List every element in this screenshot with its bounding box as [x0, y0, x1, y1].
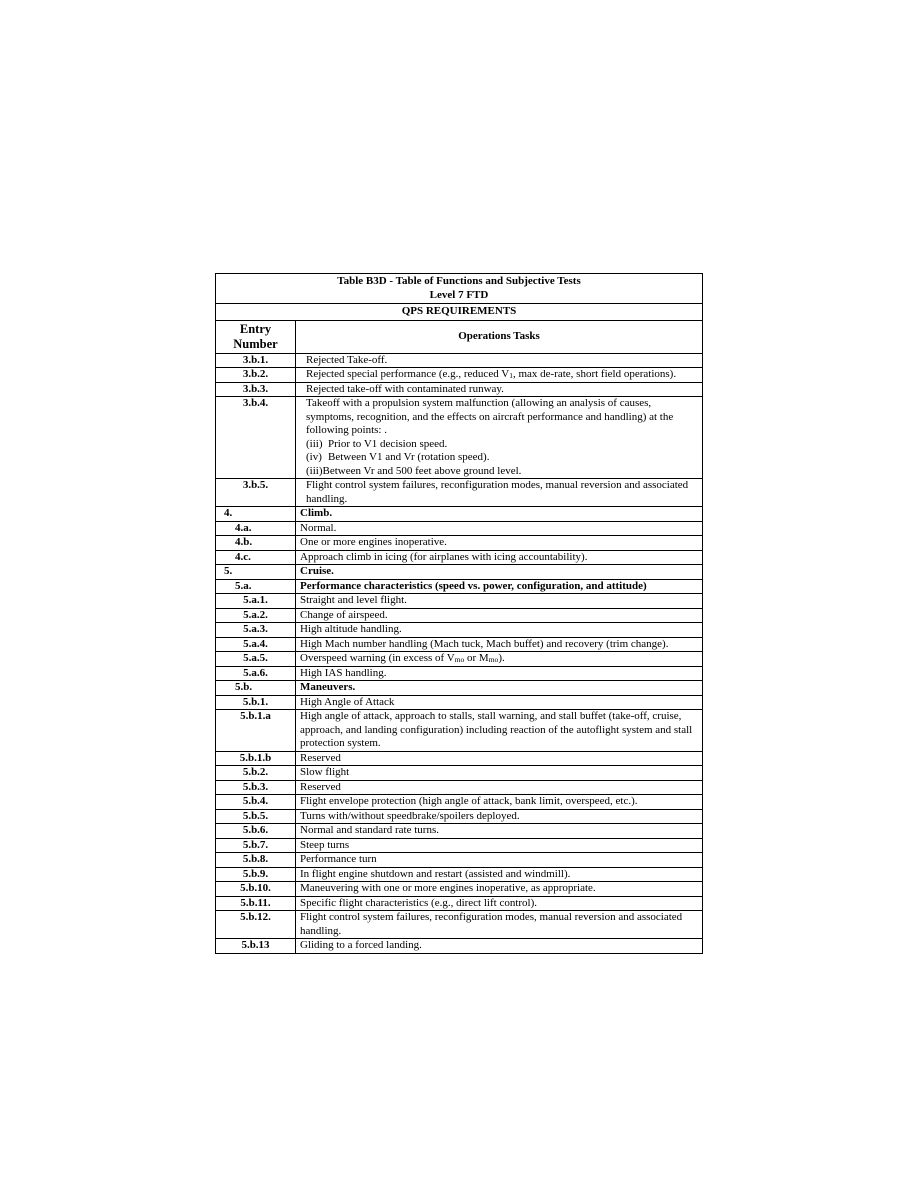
table-row: [216, 353, 703, 368]
task-text: Approach climb in icing (for airplanes with icing accountability).: [296, 550, 703, 565]
column-header-entry-line2: Number: [233, 336, 278, 351]
entry-number: 5.: [216, 565, 296, 580]
entry-number: 5.b.9.: [216, 867, 296, 882]
entry-number: 5.b.5.: [216, 809, 296, 824]
list-item-text: Prior to V1 decision speed.: [328, 437, 448, 450]
table-row: [216, 382, 703, 397]
entry-number: 3.b.2.: [216, 368, 296, 383]
entry-number: 5.b.11.: [216, 896, 296, 911]
table-row: [216, 579, 703, 594]
entry-number: 5.b.10.: [216, 882, 296, 897]
section-header-row: [216, 304, 703, 321]
table-row: [216, 896, 703, 911]
table-row: [216, 766, 703, 781]
table-row: [216, 710, 703, 752]
entry-number: 4.c.: [216, 550, 296, 565]
list-marker: (iv): [306, 451, 322, 463]
column-header-entry-number: [216, 320, 296, 353]
task-text: High Angle of Attack: [296, 695, 703, 710]
entry-number: 5.b.4.: [216, 795, 296, 810]
entry-number: 5.a.: [216, 579, 296, 594]
task-text: High angle of attack, approach to stalls, stall warning, and stall buffet (take-off, cruise, approach, and landing configuration) including reaction of the autoflight system and stall protection system.: [296, 710, 703, 752]
table-row: [216, 507, 703, 522]
task-text: Gliding to a forced landing.: [296, 939, 703, 954]
column-header-row: [216, 320, 703, 353]
table-row: [216, 681, 703, 696]
entry-number: 5.a.5.: [216, 652, 296, 667]
table-row: [216, 882, 703, 897]
task-text: In flight engine shutdown and restart (assisted and windmill).: [296, 867, 703, 882]
list-item: [306, 465, 698, 479]
entry-number: 5.a.3.: [216, 623, 296, 638]
table-title-line1: Table B3D - Table of Functions and Subjective Tests: [337, 275, 581, 287]
list-item: [306, 438, 698, 452]
table-row: [216, 565, 703, 580]
table-row: [216, 666, 703, 681]
task-text: Performance turn: [296, 853, 703, 868]
task-text: Performance characteristics (speed vs. power, configuration, and attitude): [296, 579, 703, 594]
subscript: mo: [454, 655, 465, 664]
table-row: [216, 368, 703, 383]
subscript: 1: [509, 371, 513, 380]
table-row: [216, 939, 703, 954]
entry-number: 5.b.12.: [216, 911, 296, 939]
table-row: [216, 795, 703, 810]
table-row: [216, 608, 703, 623]
functions-subjective-tests-table: [215, 273, 703, 954]
task-text: Slow flight: [296, 766, 703, 781]
entry-number: 5.b.2.: [216, 766, 296, 781]
task-text: Rejected Take-off.: [296, 353, 703, 368]
task-text: Normal and standard rate turns.: [296, 824, 703, 839]
entry-number: 5.b.1.b: [216, 751, 296, 766]
entry-number: 5.b.6.: [216, 824, 296, 839]
task-text-part: or M: [464, 652, 489, 664]
entry-number: 5.b.1.a: [216, 710, 296, 752]
entry-number: 5.b.7.: [216, 838, 296, 853]
table-row: [216, 809, 703, 824]
subscript: mo: [488, 655, 499, 664]
table-row: [216, 838, 703, 853]
table-row: [216, 695, 703, 710]
entry-number: 4.: [216, 507, 296, 522]
task-text: Flight control system failures, reconfiguration modes, manual reversion and associated handling.: [296, 911, 703, 939]
table-row: [216, 780, 703, 795]
entry-number: 5.b.3.: [216, 780, 296, 795]
entry-number: 5.a.1.: [216, 594, 296, 609]
table-title: [216, 274, 703, 304]
task-text: Cruise.: [296, 565, 703, 580]
task-text: Change of airspeed.: [296, 608, 703, 623]
task-text: Flight control system failures, reconfiguration modes, manual reversion and associated handling.: [296, 479, 703, 507]
list-marker: (iii): [306, 437, 323, 450]
task-text: Straight and level flight.: [296, 594, 703, 609]
table-row: [216, 550, 703, 565]
table-row: [216, 594, 703, 609]
task-text-part: Overspeed warning (in excess of V: [300, 652, 455, 664]
entry-number: 5.b.8.: [216, 853, 296, 868]
entry-number: 5.a.4.: [216, 637, 296, 652]
table-row: [216, 397, 703, 479]
task-text: Flight envelope protection (high angle of attack, bank limit, overspeed, etc.).: [296, 795, 703, 810]
entry-number: 3.b.1.: [216, 353, 296, 368]
list-item: [306, 451, 698, 465]
entry-number: 5.a.6.: [216, 666, 296, 681]
task-text: High IAS handling.: [296, 666, 703, 681]
list-item-text: Between V1 and Vr (rotation speed).: [328, 451, 490, 463]
task-text: Normal.: [296, 521, 703, 536]
table-row: [216, 853, 703, 868]
entry-number: 4.b.: [216, 536, 296, 551]
task-text: High Mach number handling (Mach tuck, Mach buffet) and recovery (trim change).: [296, 637, 703, 652]
task-text: High altitude handling.: [296, 623, 703, 638]
task-text: Reserved: [296, 780, 703, 795]
section-header: QPS REQUIREMENTS: [216, 304, 703, 321]
task-text: Maneuvers.: [296, 681, 703, 696]
entry-number: 3.b.5.: [216, 479, 296, 507]
task-text: One or more engines inoperative.: [296, 536, 703, 551]
task-text-part: ).: [498, 652, 505, 664]
table-title-row: [216, 274, 703, 304]
list-item-text: Between Vr and 500 feet above ground level.: [322, 464, 522, 477]
task-text: Rejected take-off with contaminated runway.: [296, 382, 703, 397]
task-text-part: Rejected special performance (e.g., reduced V: [306, 368, 510, 380]
task-text: [296, 652, 703, 667]
column-header-operations-tasks: Operations Tasks: [296, 320, 703, 353]
task-text: Turns with/without speedbrake/spoilers deployed.: [296, 809, 703, 824]
task-text: Steep turns: [296, 838, 703, 853]
table-row: [216, 623, 703, 638]
table-row: [216, 536, 703, 551]
table-row: [216, 824, 703, 839]
task-text: Maneuvering with one or more engines inoperative, as appropriate.: [296, 882, 703, 897]
entry-number: 3.b.4.: [216, 397, 296, 479]
entry-number: 4.a.: [216, 521, 296, 536]
table-row: [216, 637, 703, 652]
entry-number: 5.a.2.: [216, 608, 296, 623]
task-text-part: , max de-rate, short field operations).: [512, 368, 677, 380]
task-text: Specific flight characteristics (e.g., direct lift control).: [296, 896, 703, 911]
entry-number: 5.b.: [216, 681, 296, 696]
task-text: [296, 368, 703, 383]
column-header-entry-line1: Entry: [239, 321, 272, 336]
table-row: [216, 911, 703, 939]
table-row: [216, 521, 703, 536]
table-row: [216, 652, 703, 667]
table-title-line2: Level 7 FTD: [429, 288, 489, 301]
entry-number: 5.b.1.: [216, 695, 296, 710]
entry-number: 5.b.13: [216, 939, 296, 954]
task-text: [296, 397, 703, 479]
entry-number: 3.b.3.: [216, 382, 296, 397]
table-row: [216, 751, 703, 766]
task-text: Climb.: [296, 507, 703, 522]
table-row: [216, 479, 703, 507]
task-text: Reserved: [296, 751, 703, 766]
list-marker: (iii): [306, 464, 323, 477]
task-text-part: Takeoff with a propulsion system malfunction (allowing an analysis of causes, symptoms, recognition, and the effects on aircraft performance and handling) at the following points: .: [306, 397, 674, 436]
table-row: [216, 867, 703, 882]
